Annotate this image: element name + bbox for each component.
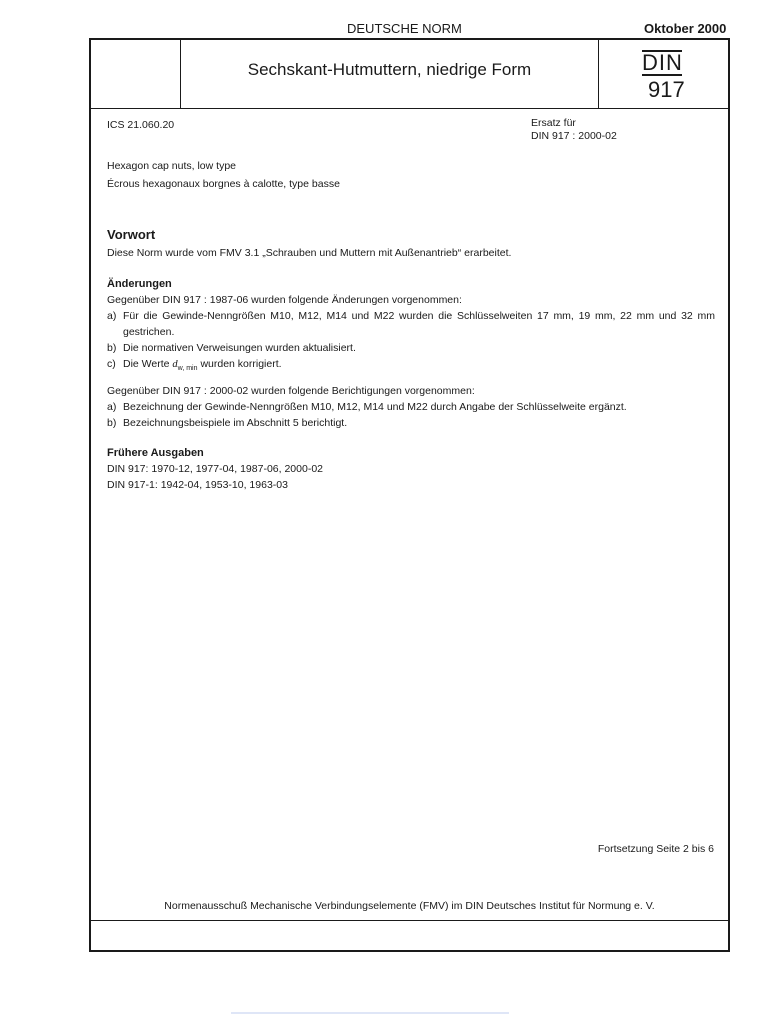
item-label: c)	[107, 358, 116, 370]
symbol-subscript: w, min	[177, 365, 198, 373]
corrections-intro: Gegenüber DIN 917 : 2000-02 wurden folgende Berichtigungen vorgenommen:	[107, 385, 475, 398]
vorwort-text: Diese Norm wurde vom FMV 3.1 „Schrauben und Muttern mit Außenantrieb“ erarbeitet.	[107, 247, 512, 259]
translated-titles	[107, 157, 340, 193]
replaces-block	[531, 117, 617, 143]
symbol-d: d	[172, 359, 178, 370]
fruehere-heading: Frühere Ausgaben	[107, 447, 204, 460]
item-text-suffix: wurden korrigiert.	[200, 358, 282, 370]
previous-editions-line: DIN 917: 1970-12, 1977-04, 1987-06, 2000-02	[107, 463, 323, 476]
din-logo-text: DIN	[642, 50, 683, 75]
replaces-label: Ersatz für	[531, 117, 576, 129]
replaces-value: DIN 917 : 2000-02	[531, 130, 617, 142]
item-text: Für die Gewinde-Nenngrößen M10, M12, M14 und M22 wurden die Schlüsselweiten 17 mm, 19 mm, 22 mm und 32 mm gestrichen.	[123, 310, 715, 338]
din-logo	[642, 50, 683, 76]
document-title: Sechskant-Hutmuttern, niedrige Form	[247, 60, 532, 79]
title-french: Écrous hexagonaux borgnes à calotte, type basse	[107, 178, 340, 190]
changes-intro: Gegenüber DIN 917 : 1987-06 wurden folgende Änderungen vorgenommen:	[107, 294, 462, 306]
title-english: Hexagon cap nuts, low type	[107, 160, 236, 172]
item-text-prefix: Die Werte	[123, 358, 170, 370]
ics-code: ICS 21.060.20	[107, 119, 175, 131]
list-item	[107, 356, 715, 377]
continuation-note: Fortsetzung Seite 2 bis 6	[597, 843, 714, 855]
divider	[598, 40, 599, 108]
issue-date: Oktober 2000	[644, 21, 727, 36]
document-frame	[89, 38, 730, 952]
spacer	[107, 431, 715, 445]
scroll-indicator	[231, 1012, 509, 1014]
aenderungen-heading: Änderungen	[107, 278, 172, 290]
list-item	[107, 308, 715, 340]
item-text: Die normativen Verweisungen wurden aktualisiert.	[123, 342, 356, 354]
item-label: b)	[107, 342, 117, 354]
item-label: a)	[107, 310, 117, 322]
footer-divider	[91, 920, 728, 921]
previous-editions-line: DIN 917-1: 1942-04, 1953-10, 1963-03	[107, 479, 288, 492]
list-item	[107, 415, 715, 431]
item-text: Bezeichnung der Gewinde-Nenngrößen M10, M12, M14 und M22 durch Angabe der Schlüsselweite ergänzt.	[123, 401, 627, 414]
item-text	[123, 356, 715, 377]
list-item	[107, 340, 715, 356]
item-label: a)	[107, 401, 117, 414]
list-item	[107, 399, 715, 415]
vorwort-heading: Vorwort	[107, 227, 156, 242]
changes-section	[107, 276, 715, 493]
item-text: Bezeichnungsbeispiele im Abschnitt 5 berichtigt.	[123, 417, 348, 430]
norm-type-label: DEUTSCHE NORM	[347, 21, 462, 36]
din-number: 917	[648, 77, 685, 102]
title-block	[91, 40, 728, 109]
footer-committee: Normenausschuß Mechanische Verbindungselemente (FMV) im DIN Deutsches Institut für Normung e. V.	[164, 900, 655, 912]
item-label: b)	[107, 417, 117, 430]
